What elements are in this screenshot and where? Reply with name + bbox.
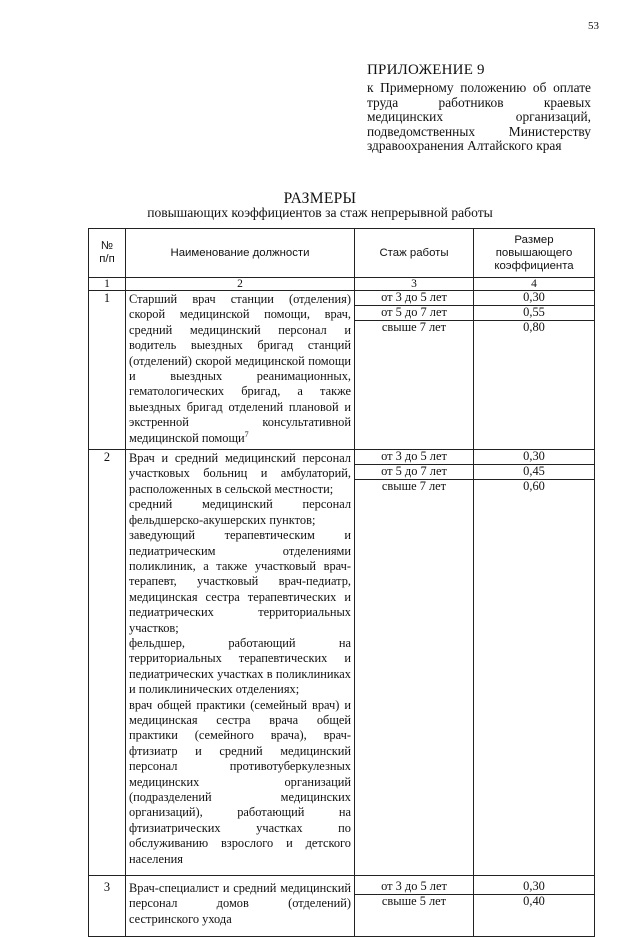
work-experience: от 5 до 7 лет xyxy=(355,306,473,321)
coefficient-cell xyxy=(474,876,595,937)
position-name-text: Врач-специалист и средний медицинский персонал домов (отделений) сестринского ухода xyxy=(129,881,351,926)
position-name-text: врач общей практики (семейный врач) и медицинская сестра врача общей практики (семейного врача), врач-фтизиатр и средний медицинский персонал противотуберкулезных медицинских организаций (подразделений медицинских организаций), работающий на фтизиатрических участках по обслуживанию взрослого и детского населения xyxy=(129,697,351,866)
position-name xyxy=(126,291,355,450)
table-row xyxy=(89,291,595,450)
position-name-text: заведующий терапевтическим и педиатрическим отделениями поликлиник, а также участковый врач-терапевт, участковый врач-педиатр, медицинская сестра терапевтических и педиатрических территориальных участков; xyxy=(129,528,351,635)
table-row xyxy=(89,876,595,937)
appendix-title: ПРИЛОЖЕНИЕ 9 xyxy=(367,62,485,78)
table-header-row xyxy=(89,229,595,278)
position-name-text: Старший врач станции (отделения) скорой медицинской помощи, врач, средний медицинский персонал и водитель выездных бригад станций (отделений) скорой медицинской помощи и выездных реанимационных, гематологических бригад, а также выездных бригад отделений плановой и экстренной консультативной медицинской помощи xyxy=(129,292,351,445)
work-experience: от 5 до 7 лет xyxy=(355,465,473,480)
footnote-mark: 7 xyxy=(244,429,249,439)
position-name xyxy=(126,876,355,937)
work-experience: свыше 5 лет xyxy=(381,894,447,909)
coefficient-value: 0,30 xyxy=(474,291,594,306)
position-name xyxy=(126,450,355,876)
row-number: 1 xyxy=(89,291,126,450)
coefficient-value: 0,60 xyxy=(523,479,545,494)
work-experience: от 3 до 5 лет xyxy=(355,880,473,895)
header-coefficient: Размер повышающего коэффициента xyxy=(474,229,595,278)
coefficient-value: 0,40 xyxy=(523,894,545,909)
coefficient-value: 0,30 xyxy=(474,880,594,895)
table-row xyxy=(89,450,595,876)
coefficient-value: 0,80 xyxy=(523,320,545,334)
document-title: РАЗМЕРЫ xyxy=(283,190,357,207)
work-experience: свыше 7 лет xyxy=(381,479,447,494)
appendix-text: к Примерному положению об оплате труда работников краевых медицинских организаций, подведомственных Министерству здравоохранения Алтайского края xyxy=(367,80,591,154)
coefficient-cell xyxy=(474,291,595,450)
page-number: 53 xyxy=(588,20,599,32)
row-number: 2 xyxy=(89,450,126,876)
column-number: 3 xyxy=(355,278,474,291)
appendix-block xyxy=(367,62,591,154)
position-name-text: Врач и средний медицинский персонал участковых больниц и амбулаторий, расположенных в сельской местности; xyxy=(129,451,351,496)
header-number: № п/п xyxy=(89,229,126,278)
header-work-experience: Стаж работы xyxy=(355,229,474,278)
position-name-text: фельдшер, работающий на территориальных терапевтических и педиатрических участках в поликлиниках и поликлинических отделениях; xyxy=(129,635,351,697)
work-experience-cell xyxy=(355,291,474,450)
coefficient-cell xyxy=(474,450,595,876)
column-number: 4 xyxy=(474,278,595,291)
work-experience: от 3 до 5 лет xyxy=(355,450,473,465)
work-experience-cell xyxy=(355,450,474,876)
coefficient-value: 0,55 xyxy=(474,306,594,321)
work-experience: свыше 7 лет xyxy=(381,320,447,334)
column-number: 2 xyxy=(126,278,355,291)
work-experience: от 3 до 5 лет xyxy=(355,291,473,306)
header-position-name: Наименование должности xyxy=(126,229,355,278)
coefficients-table-wrapper xyxy=(88,228,594,937)
coefficient-value: 0,30 xyxy=(474,450,594,465)
column-number: 1 xyxy=(89,278,126,291)
work-experience-cell xyxy=(355,876,474,937)
column-number-row xyxy=(89,278,595,291)
coefficients-table xyxy=(88,228,595,937)
document-subtitle: повышающих коэффициентов за стаж непрерывной работы xyxy=(147,205,493,220)
coefficient-value: 0,45 xyxy=(474,465,594,480)
position-name-text: средний медицинский персонал фельдшерско-акушерских пунктов; xyxy=(129,497,351,527)
row-number: 3 xyxy=(89,876,126,937)
